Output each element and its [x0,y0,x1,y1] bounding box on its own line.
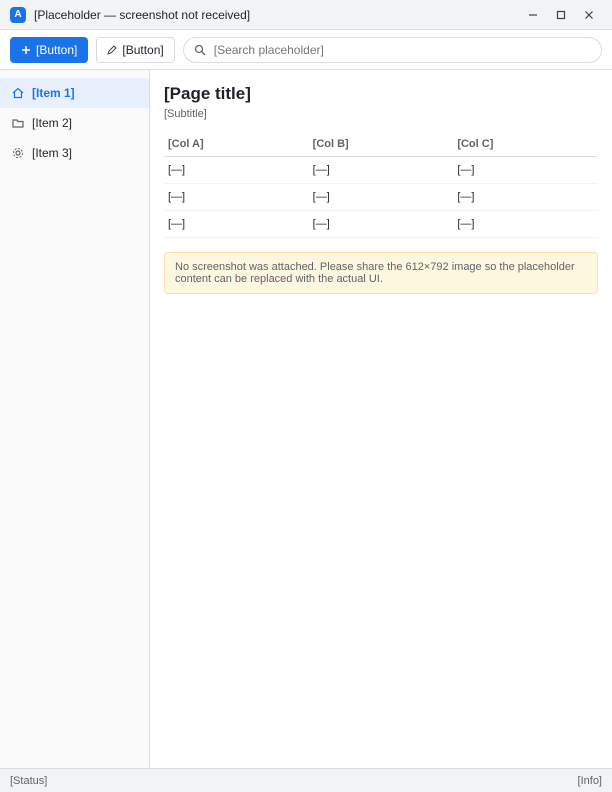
sidebar-item-2[interactable] [0,108,149,138]
close-icon [584,10,594,20]
page-title: [Page title] [164,84,251,103]
sidebar-item-3[interactable] [0,138,149,168]
table-row[interactable] [164,184,598,211]
title-bar [0,0,612,30]
minimize-icon [528,10,538,20]
app-icon: A [10,7,26,23]
sidebar [0,70,150,768]
gear-icon [12,147,24,159]
main-panel [150,70,612,768]
table-cell: [—] [453,211,598,238]
table-cell: [—] [453,184,598,211]
plus-icon [21,45,31,55]
search-icon [194,44,206,56]
search-box [183,37,602,63]
status-right: [Info] [577,774,602,787]
table-cell: [—] [309,184,454,211]
table-cell: [—] [309,157,454,184]
edit-button[interactable] [96,37,174,63]
maximize-icon [556,10,566,20]
table-row[interactable] [164,157,598,184]
home-icon [12,87,24,99]
status-bar [0,768,612,792]
sidebar-item-label: [Item 2] [32,116,73,130]
sidebar-item-label: [Item 3] [32,146,73,160]
column-header[interactable]: [Col A] [164,132,309,157]
edit-button-label: [Button] [122,42,164,57]
table-cell: [—] [164,211,309,238]
column-header[interactable]: [Col C] [453,132,598,157]
data-table [164,132,598,238]
search-input[interactable] [212,42,591,58]
table-cell: [—] [164,157,309,184]
page-subtitle: [Subtitle] [164,108,207,120]
sidebar-item-label: [Item 1] [32,86,75,100]
status-left: [Status] [10,774,48,787]
new-button-label: [Button] [36,42,78,57]
pencil-icon [107,45,117,55]
new-button[interactable] [10,37,88,63]
table-cell: [—] [309,211,454,238]
window-title: [Placeholder — screenshot not received] [34,7,251,22]
window-controls [520,4,602,26]
placeholder-notice: No screenshot was attached. Please share the 612×792 image so the placeholder content can be replaced with the actual UI. [164,252,598,294]
content-area [0,70,612,768]
table-header-row [164,132,598,157]
folder-icon [12,117,24,129]
maximize-button[interactable] [548,4,574,26]
sidebar-item-1[interactable] [0,78,149,108]
table-cell: [—] [164,184,309,211]
table-row[interactable] [164,211,598,238]
table-cell: [—] [453,157,598,184]
close-button[interactable] [576,4,602,26]
column-header[interactable]: [Col B] [309,132,454,157]
toolbar [0,30,612,70]
minimize-button[interactable] [520,4,546,26]
